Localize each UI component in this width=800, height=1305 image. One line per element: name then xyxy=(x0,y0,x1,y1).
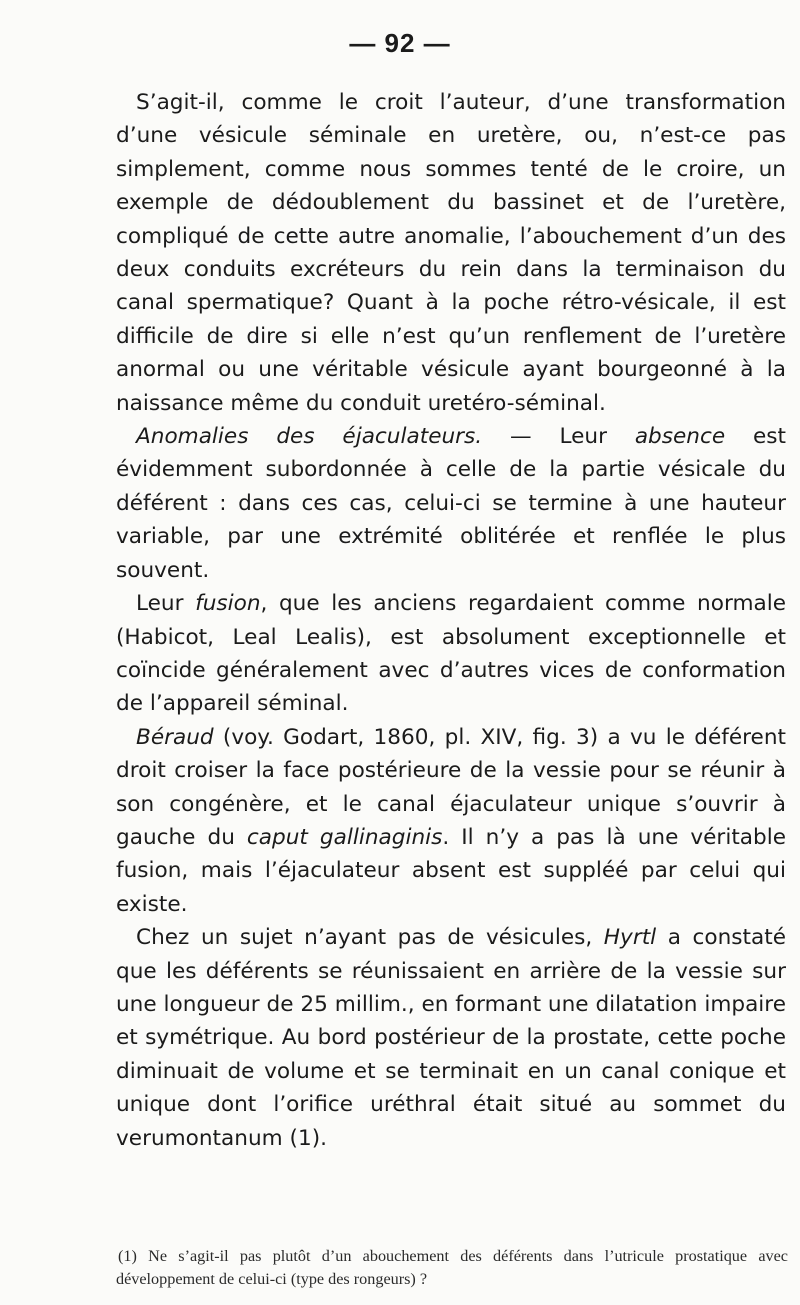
paragraph-3-lead: Leur xyxy=(136,591,196,617)
paragraph-4 xyxy=(116,721,786,921)
section-heading: Anomalies des éjaculateurs. xyxy=(136,424,483,450)
paragraph-2 xyxy=(116,420,786,587)
author-hyrtl: Hyrtl xyxy=(603,925,657,951)
paragraph-1: S’agit-il, comme le croit l’auteur, d’une transformation d’une vésicule séminale en uretère, ou, n’est-ce pas simplement, comme nous sommes tenté de le croire, un exemple de dédoublement du bassinet et de l’uretère, compliqué de cette autre anomalie, l’abouchement d’un des deux conduits excréteurs du rein dans la terminaison du canal spermatique? Quant à la poche rétro-vésicale, il est difficile de dire si elle n’est qu’un renflement de l’uretère anormal ou une véritable vésicule ayant bourgeonné à la naissance même du conduit uretéro-séminal. xyxy=(116,90,786,416)
term-fusion: fusion xyxy=(195,591,261,617)
footnote-text: (1) Ne s’agit-il pas plutôt d’un abouchement des déférents dans l’utricule prostatique avec développement de celui-ci (type des rongeurs) ? xyxy=(116,1247,788,1288)
author-beraud: Béraud xyxy=(136,724,214,750)
paragraph-3 xyxy=(116,587,786,721)
paragraph-3-rest: , que les anciens regardaient comme normale (Habicot, Leal Lealis), est absolument exceptionnelle et coïncide généralement avec d’autres vices de conformation de l’appareil séminal. xyxy=(116,591,786,717)
paragraph-2-rest: est évidemment subordonnée à celle de la partie vésicale du déférent : dans ces cas, celui-ci se termine à une hauteur variable, par une extrémité oblitérée et renflée le plus souvent. xyxy=(116,424,786,583)
paragraph-4-part1: (voy. Godart, 1860, pl. XIV, fig. 3) a vu le déférent droit croiser la face postérieure de la vessie pour se réunir à son congénère, et le canal éjaculateur unique s’ouvrir à gauche du xyxy=(116,724,786,850)
term-caput-gallinaginis: caput gallinaginis xyxy=(246,824,443,850)
footnote xyxy=(116,1245,788,1291)
paragraph-4-part2: . Il n’y a pas là une véritable fusion, mais l’éjaculateur absent est suppléé par celui qui existe. xyxy=(116,824,787,917)
paragraph-5 xyxy=(116,921,786,1155)
term-absence: absence xyxy=(634,424,726,450)
heading-dash: — Leur xyxy=(482,424,635,450)
paragraph-5-part2: a constaté que les déférents se réunissaient en arrière de la vessie sur une longueur de 25 millim., en formant une dilatation impaire et symétrique. Au bord postérieur de la prostate, cette poche diminuait de volume et se terminait en un canal conique et unique dont l’orifice uréthral était situé au sommet du verumontanum (1). xyxy=(116,925,787,1151)
paragraph-5-part1: Chez un sujet n’ayant pas de vésicules, xyxy=(136,925,604,951)
page-number: — 92 — xyxy=(349,28,451,58)
main-text xyxy=(116,86,786,1155)
